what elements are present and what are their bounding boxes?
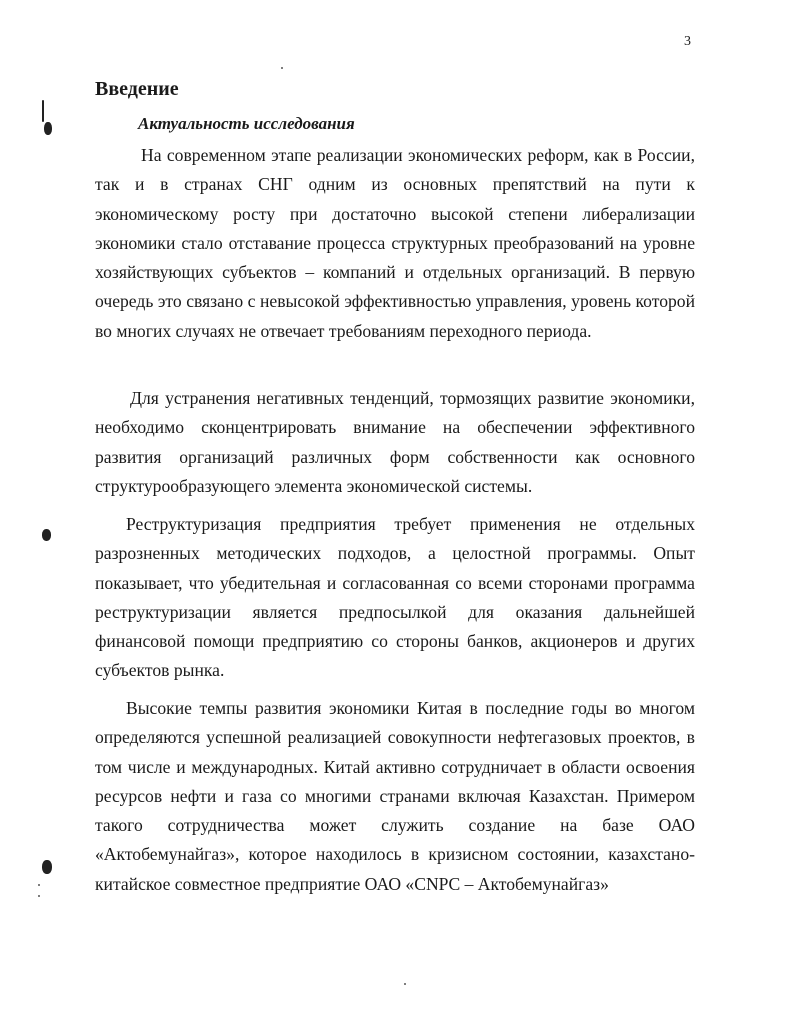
scan-mark-bottom xyxy=(42,860,52,874)
section-title: Введение xyxy=(95,78,179,100)
scan-speck xyxy=(281,67,283,69)
scan-mark-top xyxy=(44,122,52,135)
paragraph-2: Для устранения негативных тенденций, тормозящих развитие экономики, необходимо сконцентрировать внимание на обеспечении эффективного развития организаций различных форм собственности как основного структурообразующего элемента экономической системы. xyxy=(95,388,695,496)
paragraph-1: На современном этапе реализации экономических реформ, как в России, так и в странах СНГ одним из основных препятствий на пути к экономическому росту при достаточно высокой степени либерализации экономики стало отставание процесса структурных преобразований на уровне хозяйствующих субъектов – компаний и отдельных организаций. В первую очередь это связано с невысокой эффективностью управления, уровень которой во многих случаях не отвечает требованиям переходного периода. xyxy=(95,145,695,341)
page-number: 3 xyxy=(684,34,691,49)
paragraph-3: Реструктуризация предприятия требует применения не отдельных разрозненных методических подходов, а целостной программы. Опыт показывает, что убедительная и согласованная со всеми сторонами программа реструктуризации является предпосылкой для оказания дальнейшей финансовой помощи предприятию со стороны банков, акционеров и других субъектов рынка. xyxy=(95,514,695,681)
section-subtitle: Актуальность исследования xyxy=(138,114,355,133)
scan-speck xyxy=(38,884,40,886)
scan-mark-middle xyxy=(42,529,51,541)
scan-speck xyxy=(38,895,40,897)
scan-stroke-top xyxy=(42,100,44,122)
scan-speck xyxy=(404,983,406,985)
paragraph-4: Высокие темпы развития экономики Китая в последние годы во многом определяются успешной реализацией совокупности нефтегазовых проектов, в том числе и международных. Китай активно сотрудничает в области освоения ресурсов нефти и газа со многими странами включая Казахстан. Примером такого сотрудничества может служить создание на базе ОАО «Актобемунайгаз», которое находилось в кризисном состоянии, казахстано-китайское совместное предприятие ОАО «CNPC – Актобемунайгаз» xyxy=(95,698,695,894)
